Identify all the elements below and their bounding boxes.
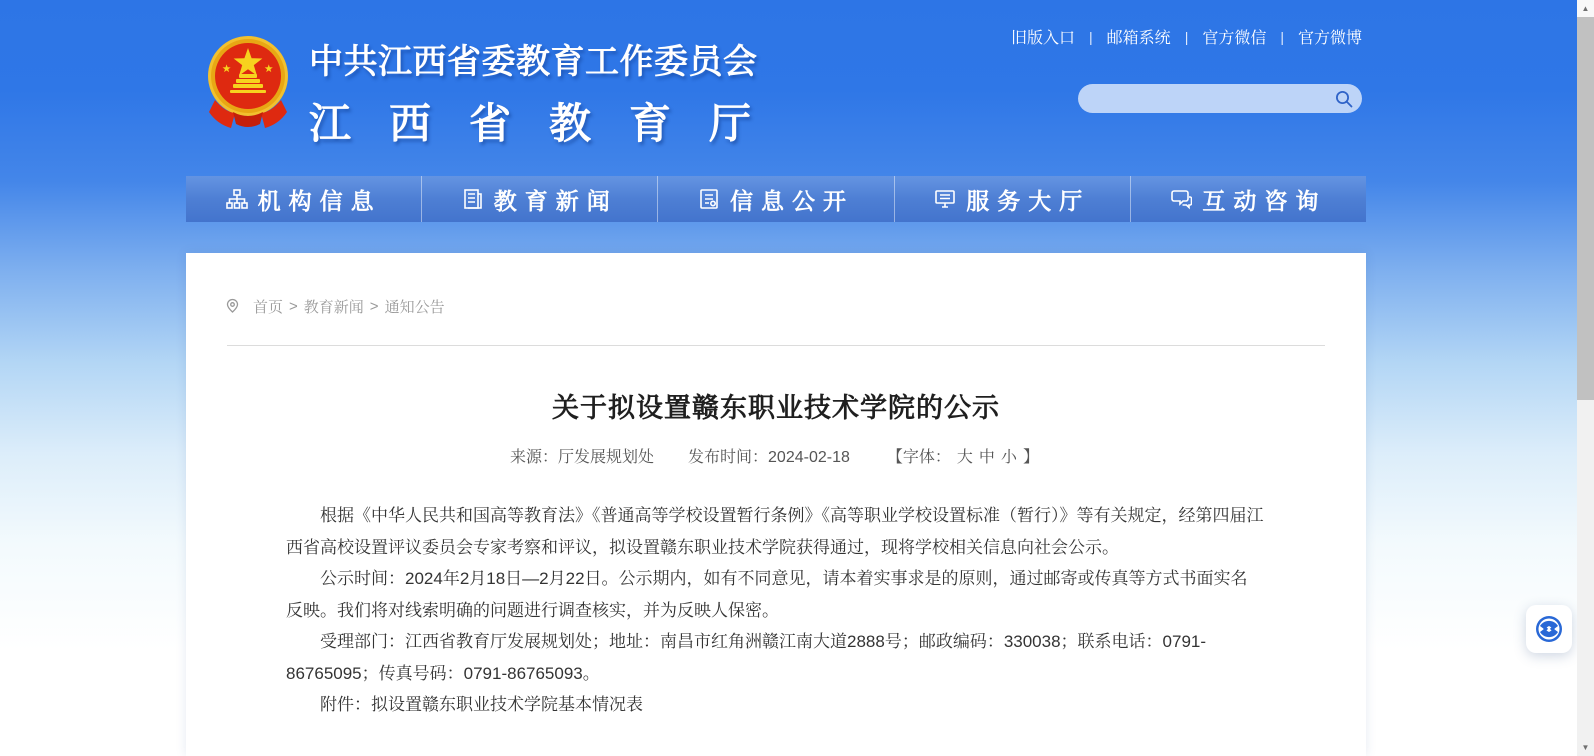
header-top-links <box>1011 25 1362 48</box>
article-paragraph: 公示时间：2024年2月18日—2月22日。公示期内，如有不同意见，请本着实事求是的原则，通过邮寄或传真等方式书面实名反映。我们将对线索明确的问题进行调查核实，并为反映人保密。 <box>286 569 1248 620</box>
search-icon[interactable] <box>1334 89 1354 109</box>
breadcrumb-edu-news[interactable]: 教育新闻 <box>303 299 364 316</box>
nav-item-edu-news[interactable] <box>422 176 658 222</box>
font-size-medium-button[interactable]: 中 <box>978 449 995 466</box>
monitor-icon <box>934 188 956 210</box>
breadcrumb-separator: > <box>369 298 379 315</box>
attachment-link[interactable]: 附件：拟设置赣东职业技术学院基本情况表 <box>320 695 643 714</box>
location-icon <box>224 298 241 315</box>
breadcrumb <box>224 296 445 317</box>
link-separator: | <box>1184 28 1189 45</box>
article-paragraph: 根据《中华人民共和国高等教育法》《普通高等学校设置暂行条例》《高等职业学校设置标准（暂行）》等有关规定，经第四届江西省高校设置评议委员会专家考察和评议，拟设置赣东职业技术学院获得通过，现将学校相关信息向社会公示。 <box>286 506 1264 557</box>
scrollbar-down-arrow[interactable]: ▼ <box>1577 739 1594 756</box>
news-icon <box>462 188 484 210</box>
site-title <box>309 34 789 151</box>
sitemap-icon <box>226 188 248 210</box>
font-size-small-button[interactable]: 小 <box>1000 449 1017 466</box>
article-source: 来源：厅发展规划处 <box>510 449 655 466</box>
article-paragraph: 受理部门：江西省教育厅发展规划处；地址：南昌市红角洲赣江南大道2888号；邮政编码：330038；联系电话：0791-86765095；传真号码：0791-86765093。 <box>286 632 1207 683</box>
breadcrumb-notices[interactable]: 通知公告 <box>384 299 445 316</box>
article-meta <box>186 444 1366 467</box>
font-size-label-open: 【字体： <box>886 449 951 466</box>
font-size-control <box>884 444 1042 467</box>
article-title: 关于拟设置赣东职业技术学院的公示 <box>552 393 1000 423</box>
chat-icon <box>1170 188 1192 210</box>
national-emblem-icon <box>203 34 293 130</box>
link-separator: | <box>1089 28 1093 45</box>
nav-label: 教育新闻 <box>493 187 618 214</box>
accessibility-widget-button[interactable] <box>1526 605 1572 653</box>
font-size-large-button[interactable]: 大 <box>956 449 973 466</box>
nav-item-interactive-consult[interactable] <box>1131 176 1366 222</box>
link-old-version[interactable]: 旧版入口 <box>1011 30 1076 47</box>
divider <box>227 345 1325 346</box>
nav-item-info-disclosure[interactable] <box>658 176 894 222</box>
scrollbar-up-arrow[interactable]: ▲ <box>1577 0 1594 17</box>
nav-item-service-hall[interactable] <box>895 176 1131 222</box>
link-mail-system[interactable]: 邮箱系统 <box>1106 30 1171 47</box>
content-card <box>186 253 1366 756</box>
breadcrumb-separator: > <box>289 298 298 315</box>
link-official-weibo[interactable]: 官方微博 <box>1297 30 1362 47</box>
org-committee-name: 中共江西省委教育工作委员会 <box>309 43 758 81</box>
vertical-scrollbar <box>1577 0 1594 756</box>
article-body <box>286 500 1264 721</box>
nav-label: 机构信息 <box>257 187 382 214</box>
search-input[interactable] <box>1094 91 1334 107</box>
link-official-wechat[interactable]: 官方微信 <box>1202 30 1267 47</box>
nav-label: 服务大厅 <box>966 187 1091 214</box>
scrollbar-thumb[interactable] <box>1577 17 1594 400</box>
breadcrumb-home[interactable]: 首页 <box>253 299 284 316</box>
font-size-label-close: 】 <box>1022 449 1039 466</box>
nav-label: 互动咨询 <box>1202 187 1327 214</box>
nav-item-org-info[interactable] <box>186 176 422 222</box>
document-icon <box>698 188 720 210</box>
main-nav <box>186 176 1366 222</box>
accessibility-icon <box>1535 615 1563 643</box>
search-bar <box>1078 84 1362 113</box>
site-logo[interactable] <box>203 34 789 151</box>
nav-label: 信息公开 <box>730 187 854 214</box>
article-publish-date: 发布时间：2024-02-18 <box>688 449 850 466</box>
department-name: 江西省教育厅 <box>309 100 790 147</box>
link-separator: | <box>1280 28 1284 45</box>
